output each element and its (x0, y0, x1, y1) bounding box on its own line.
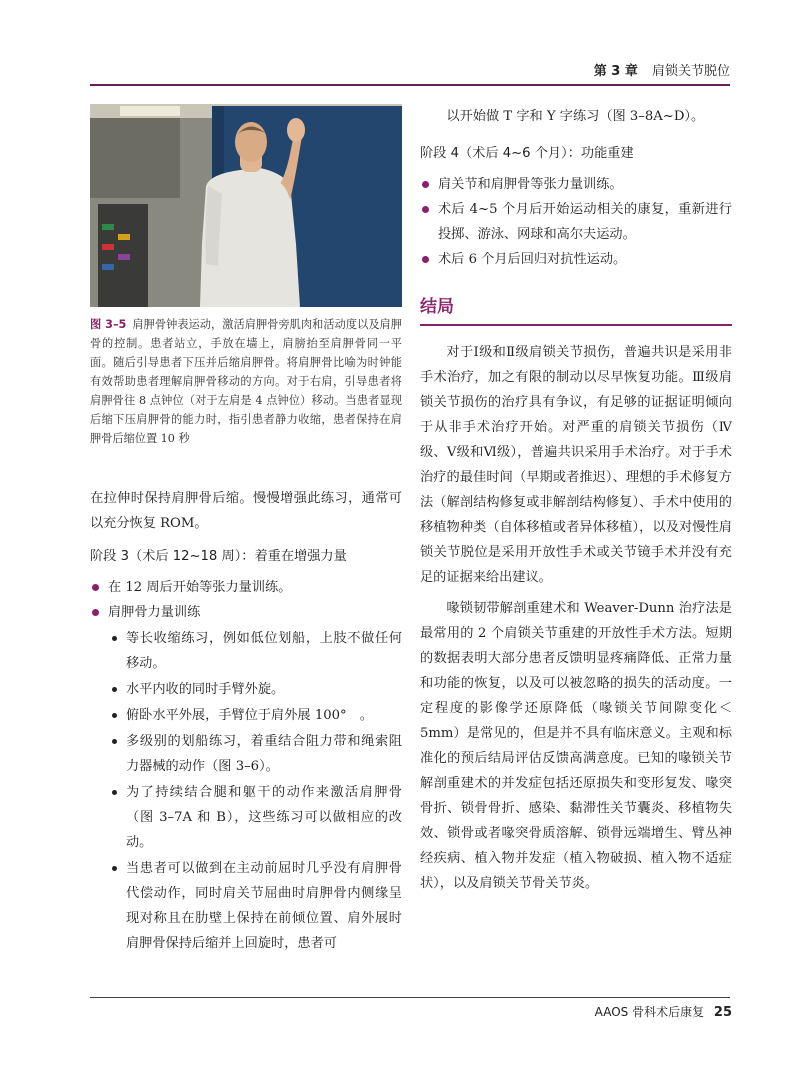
list-item-text: 术后 6 个月后回归对抗性运动。 (438, 252, 627, 267)
sub-list-item (108, 677, 402, 702)
list-item (90, 575, 402, 600)
list-item (420, 247, 732, 272)
sub-list-item (108, 729, 402, 779)
footer-book-title: AAOS 骨科术后康复 (594, 1005, 705, 1019)
bullet-icon (422, 206, 429, 213)
bullet-icon (92, 584, 99, 591)
stage4-heading: 阶段 4（术后 4~6 个月）：功能重建 (420, 146, 634, 161)
sub-list-item (108, 626, 402, 676)
sub-list-item (108, 780, 402, 855)
list-item-text: 肩关节和肩胛骨等张力量训练。 (438, 177, 623, 192)
list-item-text: 在 12 周后开始等张力量训练。 (108, 580, 292, 595)
figure-photo-illustration (90, 104, 402, 307)
header-rule (90, 84, 730, 86)
sub-list-item-text: 为了持续结合腿和躯干的动作来激活肩胛骨（图 3–7A 和 B），这些练习可以做相应的改动。 (126, 785, 402, 850)
sub-list-item-text: 等长收缩练习，例如低位划船，上肢不做任何移动。 (126, 631, 402, 671)
stage4-bullet-list (420, 172, 732, 272)
outcome-paragraph-2: 喙锁韧带解剖重建术和 Weaver-Dunn 治疗法是最常用的 2 个肩锁关节重建的开放性手术方法。短期的数据表明大部分患者反馈明显疼痛降低、正常力量和功能的恢复，以及可以被忽略的损失的活动度。一定程度的影像学还原降低（喙锁关节间隙变化＜ 5mm）是常见的，但是并不具有临床意义。主观和标准化的预后结局评估反馈高满意度。已知的喙锁关节解剖重建术的并发症包括还原损失和变形复发、喙突骨折、锁骨骨折、感染、黏滞性关节囊炎、移植物失效、锁骨或者喙突骨质溶解、锁骨远端增生、臂丛神经疾病、植入物并发症（植入物破损、植入物不适症状），以及肩锁关节骨关节炎。 (420, 601, 732, 891)
stage3-bullet-list (90, 575, 402, 956)
section-rule (420, 324, 732, 326)
sub-bullet-icon (112, 687, 117, 692)
list-item-text: 术后 4~5 个月后开始运动相关的康复，重新进行投掷、游泳、网球和高尔夫运动。 (438, 202, 732, 242)
figure-caption (90, 315, 402, 448)
figure-label: 图 3–5 (90, 318, 127, 331)
page-number: 25 (713, 1005, 732, 1020)
running-footer (595, 1003, 732, 1020)
list-item (90, 600, 402, 956)
left-column (90, 104, 402, 957)
bullet-icon (92, 609, 99, 616)
chapter-number: 第 3 章 (593, 64, 638, 79)
sub-bullet-icon (112, 866, 117, 871)
sub-list-item-text: 多级别的划船练习，着重结合阻力带和绳索阻力器械的动作（图 3–6）。 (126, 734, 402, 774)
bullet-icon (422, 181, 429, 188)
sub-list-item-text: 当患者可以做到在主动前屈时几乎没有肩胛骨代偿动作，同时肩关节屈曲时肩胛骨内侧缘呈现对称且在肋壁上保持在前倾位置、肩外展时肩胛骨保持后缩并上回旋时，患者可 (126, 861, 402, 951)
sub-bullet-icon (112, 790, 117, 795)
sub-bullet-icon (112, 636, 117, 641)
bullet-icon (422, 256, 429, 263)
outcome-paragraph-1: 对于Ⅰ级和Ⅱ级肩锁关节损伤，普遍共识是采用非手术治疗，加之有限的制动以尽早恢复功能。Ⅲ级肩锁关节损伤的治疗具有争议，有足够的证据证明倾向于从非手术治疗开始。对严重的肩锁关节损伤（Ⅳ级、Ⅴ级和Ⅵ级），普遍共识采用手术治疗。对于手术治疗的最佳时间（早期或者推迟）、理想的手术修复方法（解剖结构修复或非解剖结构修复）、手术中使用的移植物种类（自体移植或者异体移植），以及对慢性肩锁关节脱位是采用开放性手术或关节镜手术并没有充足的证据来给出建议。 (420, 345, 732, 585)
list-item (420, 172, 732, 197)
figure-photo (90, 104, 402, 307)
right-column (420, 104, 732, 896)
list-item (420, 197, 732, 247)
sub-list-item-text: 俯卧水平外展，手臂位于肩外展 100° 。 (126, 708, 373, 723)
left-paragraph-1: 在拉伸时保持肩胛骨后缩。慢慢增强此练习，通常可以充分恢复 ROM。 (90, 491, 402, 531)
stage3-heading: 阶段 3（术后 12~18 周）：着重在增强力量 (90, 549, 347, 564)
list-item-text: 肩胛骨力量训练 (108, 605, 201, 620)
sub-list-item (108, 703, 402, 728)
header-text (594, 60, 730, 79)
right-continuation: 以开始做 T 字和 Y 字练习（图 3–8A~D）。 (446, 109, 705, 124)
figure-caption-text: 肩胛骨钟表运动，激活肩胛骨旁肌肉和活动度以及肩胛骨的控制。患者站立，手放在墙上，肩膀抬至肩胛骨同一平面。随后引导患者下压并后缩肩胛骨。将肩胛骨比喻为时钟能有效帮助患者理解肩胛骨移动的方向。对于右肩，引导患者将肩胛骨往 8 点钟位（对于左肩是 4 点钟位）移动。当患者显现后缩下压肩胛骨的能力时，指引患者静力收缩，患者保持在肩胛骨后缩位置 10 秒 (90, 318, 402, 445)
chapter-title: 肩锁关节脱位 (651, 64, 730, 79)
sub-list-item (108, 856, 402, 956)
sub-list-item-text: 水平内收的同时手臂外旋。 (126, 682, 285, 697)
sub-bullet-icon (112, 713, 117, 718)
running-header (90, 60, 730, 84)
section-title-outcome: 结局 (420, 297, 454, 317)
scapular-sub-list (108, 626, 402, 956)
footer-rule (90, 997, 730, 998)
sub-bullet-icon (112, 739, 117, 744)
